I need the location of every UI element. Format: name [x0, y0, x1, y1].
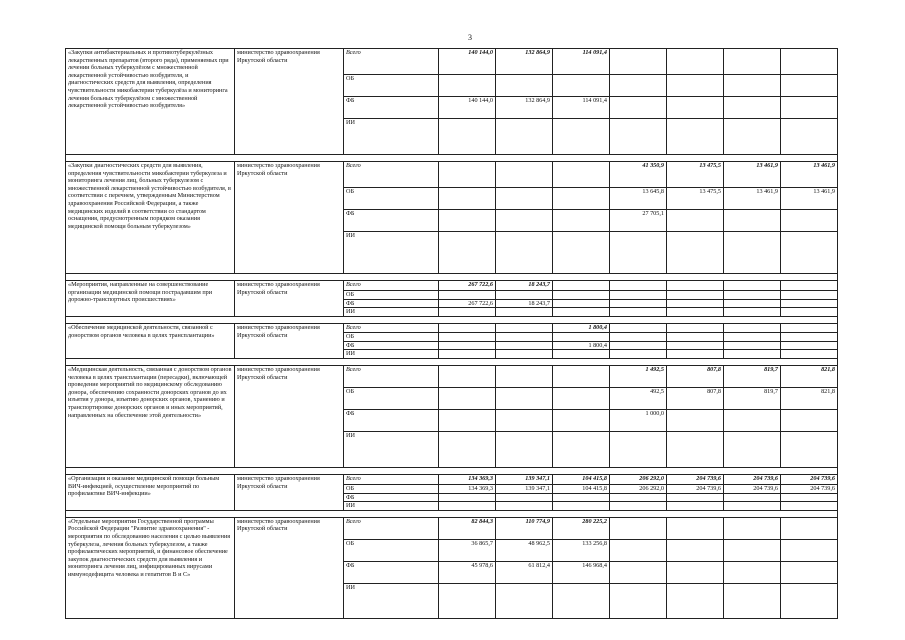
- amount-cell: [439, 210, 496, 232]
- amount-cell: [439, 162, 496, 188]
- funding-source: ОБ: [344, 291, 439, 300]
- funding-source: Всего: [344, 49, 439, 75]
- amount-cell: [439, 365, 496, 387]
- amount-cell: [439, 119, 496, 155]
- amount-cell: [667, 517, 724, 539]
- amount-cell: 134 369,3: [439, 484, 496, 493]
- amount-cell: [496, 119, 553, 155]
- amount-cell: 18 243,7: [496, 299, 553, 308]
- amount-cell: 27 705,1: [610, 210, 667, 232]
- amount-cell: [439, 308, 496, 317]
- amount-cell: [781, 517, 838, 539]
- amount-cell: 132 864,9: [496, 49, 553, 75]
- amount-cell: 807,8: [667, 365, 724, 387]
- amount-cell: [667, 119, 724, 155]
- amount-cell: [496, 291, 553, 300]
- amount-cell: [724, 539, 781, 561]
- amount-cell: [781, 431, 838, 467]
- amount-cell: [553, 119, 610, 155]
- amount-cell: [553, 299, 610, 308]
- funding-source: ОБ: [344, 188, 439, 210]
- amount-cell: 82 844,3: [439, 517, 496, 539]
- amount-cell: [610, 493, 667, 502]
- amount-cell: [781, 561, 838, 583]
- amount-cell: [610, 583, 667, 618]
- table-row: [66, 162, 838, 188]
- amount-cell: [439, 324, 496, 333]
- group-gap: [66, 155, 838, 162]
- amount-cell: [781, 210, 838, 232]
- group-gap: [66, 317, 838, 324]
- amount-cell: [781, 341, 838, 350]
- amount-cell: [724, 409, 781, 431]
- funding-source: ОБ: [344, 387, 439, 409]
- amount-cell: 267 722,6: [439, 299, 496, 308]
- amount-cell: [496, 583, 553, 618]
- amount-cell: [781, 97, 838, 119]
- amount-cell: [610, 561, 667, 583]
- amount-cell: 206 292,0: [610, 474, 667, 484]
- amount-cell: [496, 333, 553, 342]
- responsible-executor: министерство здравоохранения Иркутской области: [235, 49, 344, 155]
- responsible-executor: министерство здравоохранения Иркутской области: [235, 365, 344, 467]
- amount-cell: [496, 409, 553, 431]
- amount-cell: 821,8: [781, 365, 838, 387]
- amount-cell: [553, 210, 610, 232]
- amount-cell: 1 800,4: [553, 341, 610, 350]
- amount-cell: [781, 350, 838, 359]
- amount-cell: [496, 75, 553, 97]
- amount-cell: [724, 299, 781, 308]
- funding-source: ФБ: [344, 299, 439, 308]
- amount-cell: 18 243,7: [496, 281, 553, 291]
- amount-cell: [667, 232, 724, 274]
- funding-source: ИИ: [344, 308, 439, 317]
- responsible-executor: министерство здравоохранения Иркутской области: [235, 281, 344, 317]
- table-row: [66, 324, 838, 333]
- funding-source: ФБ: [344, 341, 439, 350]
- amount-cell: 13 461,9: [724, 188, 781, 210]
- page-number: 3: [468, 33, 472, 42]
- amount-cell: [553, 281, 610, 291]
- amount-cell: 61 812,4: [496, 561, 553, 583]
- amount-cell: [496, 350, 553, 359]
- amount-cell: [496, 502, 553, 511]
- amount-cell: 204 739,6: [667, 474, 724, 484]
- amount-cell: [496, 188, 553, 210]
- amount-cell: [439, 583, 496, 618]
- amount-cell: 204 739,6: [781, 484, 838, 493]
- amount-cell: [553, 188, 610, 210]
- amount-cell: [496, 431, 553, 467]
- amount-cell: [667, 341, 724, 350]
- group-gap: [66, 274, 838, 281]
- amount-cell: [553, 493, 610, 502]
- amount-cell: [553, 162, 610, 188]
- amount-cell: 206 292,0: [610, 484, 667, 493]
- amount-cell: 13 475,5: [667, 162, 724, 188]
- group-gap-cell: [66, 155, 838, 162]
- funding-source: ИИ: [344, 119, 439, 155]
- amount-cell: [667, 210, 724, 232]
- amount-cell: [610, 75, 667, 97]
- amount-cell: [781, 324, 838, 333]
- table-row: [66, 517, 838, 539]
- amount-cell: [781, 299, 838, 308]
- amount-cell: [724, 502, 781, 511]
- funding-source: ИИ: [344, 431, 439, 467]
- amount-cell: [781, 502, 838, 511]
- amount-cell: 134 369,3: [439, 474, 496, 484]
- amount-cell: [781, 539, 838, 561]
- amount-cell: [667, 561, 724, 583]
- amount-cell: [439, 291, 496, 300]
- amount-cell: [439, 409, 496, 431]
- amount-cell: [724, 308, 781, 317]
- amount-cell: 819,7: [724, 365, 781, 387]
- funding-source: ФБ: [344, 561, 439, 583]
- amount-cell: [610, 517, 667, 539]
- amount-cell: [667, 75, 724, 97]
- amount-cell: [724, 324, 781, 333]
- funding-source: ФБ: [344, 97, 439, 119]
- amount-cell: [439, 350, 496, 359]
- amount-cell: [724, 517, 781, 539]
- amount-cell: [553, 232, 610, 274]
- amount-cell: [667, 291, 724, 300]
- funding-source: Всего: [344, 474, 439, 484]
- amount-cell: [553, 308, 610, 317]
- amount-cell: [724, 291, 781, 300]
- amount-cell: 204 739,6: [667, 484, 724, 493]
- amount-cell: [724, 97, 781, 119]
- funding-source: ФБ: [344, 210, 439, 232]
- table-row: [66, 281, 838, 291]
- amount-cell: 807,8: [667, 387, 724, 409]
- amount-cell: 139 347,1: [496, 474, 553, 484]
- amount-cell: [496, 162, 553, 188]
- activity-name: «Организация и оказание медицинской помощи больным ВИЧ-инфекцией, осуществление мероприятий по профилактике ВИЧ-инфекции»: [66, 474, 235, 510]
- amount-cell: [496, 493, 553, 502]
- amount-cell: [553, 75, 610, 97]
- responsible-executor: министерство здравоохранения Иркутской области: [235, 162, 344, 274]
- amount-cell: [667, 333, 724, 342]
- amount-cell: [553, 502, 610, 511]
- funding-source: ОБ: [344, 539, 439, 561]
- amount-cell: 13 461,9: [781, 162, 838, 188]
- amount-cell: [610, 341, 667, 350]
- funding-source: ИИ: [344, 502, 439, 511]
- group-gap-cell: [66, 467, 838, 474]
- amount-cell: [610, 431, 667, 467]
- amount-cell: [496, 324, 553, 333]
- amount-cell: 821,8: [781, 387, 838, 409]
- group-gap: [66, 467, 838, 474]
- amount-cell: [610, 49, 667, 75]
- amount-cell: [724, 232, 781, 274]
- amount-cell: [610, 232, 667, 274]
- amount-cell: [496, 387, 553, 409]
- amount-cell: [781, 49, 838, 75]
- amount-cell: 114 091,4: [553, 97, 610, 119]
- activity-name: «Обеспечение медицинской деятельности, связанной с донорством органов человека в целях трансплантации»: [66, 324, 235, 359]
- amount-cell: [439, 188, 496, 210]
- amount-cell: 1 800,4: [553, 324, 610, 333]
- funding-source: ИИ: [344, 232, 439, 274]
- amount-cell: 1 000,0: [610, 409, 667, 431]
- amount-cell: 204 739,6: [781, 474, 838, 484]
- amount-cell: 140 144,0: [439, 97, 496, 119]
- amount-cell: 104 415,8: [553, 474, 610, 484]
- budget-table-body: [66, 49, 838, 619]
- amount-cell: 45 978,6: [439, 561, 496, 583]
- funding-source: ОБ: [344, 75, 439, 97]
- amount-cell: 492,5: [610, 387, 667, 409]
- amount-cell: [553, 365, 610, 387]
- amount-cell: 819,7: [724, 387, 781, 409]
- amount-cell: 132 864,9: [496, 97, 553, 119]
- budget-table: [65, 48, 838, 619]
- amount-cell: [439, 75, 496, 97]
- amount-cell: 139 347,1: [496, 484, 553, 493]
- activity-name: «Медицинская деятельность, связанная с донорством органов человека в целях трансплантации (пересадки), включающей проведение мероприятий по медицинскому обследованию донора, обеспечению сохранности донорских органов до их изъятия у донора, изъятию донорских органов, хранению и транспортировке донорских органов и иных мероприятий, направленных на обеспечение этой деятельности»: [66, 365, 235, 467]
- amount-cell: 114 091,4: [553, 49, 610, 75]
- group-gap-cell: [66, 358, 838, 365]
- amount-cell: 133 256,8: [553, 539, 610, 561]
- amount-cell: [610, 97, 667, 119]
- activity-name: «Закупки диагностических средств для выявления, определения чувствительности микобактерии туберкулеза и мониторинга лечения лиц, больных туберкулезом с множественной лекарственной устойчивостью возбудителя, в соответствии с перечнем, утвержденным Министерством здравоохранения Российской Федерации, а также медицинских изделий в соответствии со стандартом оснащения, предусмотренным порядком оказания медицинской помощи больным туберкулезом»: [66, 162, 235, 274]
- amount-cell: [781, 232, 838, 274]
- funding-source: ФБ: [344, 409, 439, 431]
- amount-cell: [610, 308, 667, 317]
- amount-cell: [724, 75, 781, 97]
- amount-cell: [439, 431, 496, 467]
- amount-cell: [781, 75, 838, 97]
- amount-cell: 110 774,9: [496, 517, 553, 539]
- amount-cell: 36 865,7: [439, 539, 496, 561]
- amount-cell: [667, 350, 724, 359]
- amount-cell: [724, 431, 781, 467]
- amount-cell: [610, 281, 667, 291]
- amount-cell: [439, 493, 496, 502]
- amount-cell: [667, 299, 724, 308]
- amount-cell: [667, 539, 724, 561]
- activity-name: «Мероприятия, направленные на совершенствование организации медицинской помощи пострадавшим при дорожно-транспортных происшествиях»: [66, 281, 235, 317]
- funding-source: ОБ: [344, 484, 439, 493]
- amount-cell: [610, 502, 667, 511]
- amount-cell: [667, 49, 724, 75]
- responsible-executor: министерство здравоохранения Иркутской области: [235, 474, 344, 510]
- amount-cell: [439, 232, 496, 274]
- table-row: [66, 474, 838, 484]
- amount-cell: [610, 350, 667, 359]
- amount-cell: [553, 333, 610, 342]
- funding-source: Всего: [344, 517, 439, 539]
- amount-cell: 48 962,5: [496, 539, 553, 561]
- amount-cell: [724, 341, 781, 350]
- amount-cell: [667, 583, 724, 618]
- amount-cell: 1 492,5: [610, 365, 667, 387]
- amount-cell: 280 225,2: [553, 517, 610, 539]
- activity-name: «Закупки антибактериальных и противотуберкулёзных лекарственных препаратов (второго ряда), применяемых при лечении больных туберкулёзом с множественной лекарственной устойчивостью возбудителя, и диагностических средств для выявления, определения чувствительности микобактерии туберкулёза и мониторинга лечения больных туберкулёзом с множественной лекарственной устойчивостью возбудителя»: [66, 49, 235, 155]
- amount-cell: [724, 561, 781, 583]
- funding-source: ИИ: [344, 583, 439, 618]
- amount-cell: [781, 119, 838, 155]
- amount-cell: [496, 365, 553, 387]
- amount-cell: [553, 583, 610, 618]
- amount-cell: 204 739,6: [724, 474, 781, 484]
- amount-cell: [724, 350, 781, 359]
- amount-cell: [439, 387, 496, 409]
- amount-cell: [724, 493, 781, 502]
- funding-source: Всего: [344, 281, 439, 291]
- responsible-executor: министерство здравоохранения Иркутской области: [235, 517, 344, 618]
- group-gap-cell: [66, 274, 838, 281]
- amount-cell: 41 350,9: [610, 162, 667, 188]
- amount-cell: 140 144,0: [439, 49, 496, 75]
- amount-cell: [610, 291, 667, 300]
- amount-cell: [496, 210, 553, 232]
- amount-cell: [667, 502, 724, 511]
- amount-cell: 267 722,6: [439, 281, 496, 291]
- amount-cell: [667, 324, 724, 333]
- funding-source: ИИ: [344, 350, 439, 359]
- funding-source: Всего: [344, 162, 439, 188]
- funding-source: Всего: [344, 365, 439, 387]
- amount-cell: [553, 387, 610, 409]
- amount-cell: [553, 350, 610, 359]
- amount-cell: [724, 281, 781, 291]
- amount-cell: 146 968,4: [553, 561, 610, 583]
- amount-cell: [667, 493, 724, 502]
- amount-cell: [781, 493, 838, 502]
- amount-cell: [610, 333, 667, 342]
- amount-cell: [781, 409, 838, 431]
- amount-cell: 13 475,5: [667, 188, 724, 210]
- amount-cell: [496, 232, 553, 274]
- amount-cell: [439, 502, 496, 511]
- amount-cell: [781, 583, 838, 618]
- amount-cell: [610, 299, 667, 308]
- amount-cell: [610, 119, 667, 155]
- funding-source: ФБ: [344, 493, 439, 502]
- amount-cell: [724, 210, 781, 232]
- amount-cell: [724, 583, 781, 618]
- group-gap-cell: [66, 510, 838, 517]
- amount-cell: [724, 49, 781, 75]
- amount-cell: [781, 281, 838, 291]
- amount-cell: 204 739,6: [724, 484, 781, 493]
- group-gap: [66, 510, 838, 517]
- amount-cell: [610, 324, 667, 333]
- amount-cell: [439, 341, 496, 350]
- amount-cell: [724, 333, 781, 342]
- amount-cell: [724, 119, 781, 155]
- amount-cell: [553, 291, 610, 300]
- amount-cell: [496, 308, 553, 317]
- activity-name: «Отдельные мероприятия Государственной программы Российской Федерации "Развитие здравоохранения" - мероприятия по обследованию населения с целью выявления туберкулеза, лечения больных туберкулезом, а также профилактических мероприятий, и финансовое обеспечение закупок диагностических средств для выявления и мониторинга лечения лиц, инфицированных вирусами иммунодефицита человека и гепатитов B и C»: [66, 517, 235, 618]
- amount-cell: [667, 281, 724, 291]
- group-gap-cell: [66, 317, 838, 324]
- amount-cell: [610, 539, 667, 561]
- amount-cell: [667, 308, 724, 317]
- amount-cell: [496, 341, 553, 350]
- amount-cell: 13 645,8: [610, 188, 667, 210]
- amount-cell: [781, 308, 838, 317]
- funding-source: Всего: [344, 324, 439, 333]
- amount-cell: [781, 291, 838, 300]
- responsible-executor: министерство здравоохранения Иркутской области: [235, 324, 344, 359]
- amount-cell: [553, 431, 610, 467]
- group-gap: [66, 358, 838, 365]
- funding-source: ОБ: [344, 333, 439, 342]
- amount-cell: [439, 333, 496, 342]
- table-row: [66, 49, 838, 75]
- amount-cell: 13 461,9: [781, 188, 838, 210]
- table-row: [66, 365, 838, 387]
- amount-cell: [667, 409, 724, 431]
- amount-cell: 104 415,8: [553, 484, 610, 493]
- amount-cell: [781, 333, 838, 342]
- amount-cell: [667, 97, 724, 119]
- amount-cell: [667, 431, 724, 467]
- amount-cell: 13 461,9: [724, 162, 781, 188]
- amount-cell: [553, 409, 610, 431]
